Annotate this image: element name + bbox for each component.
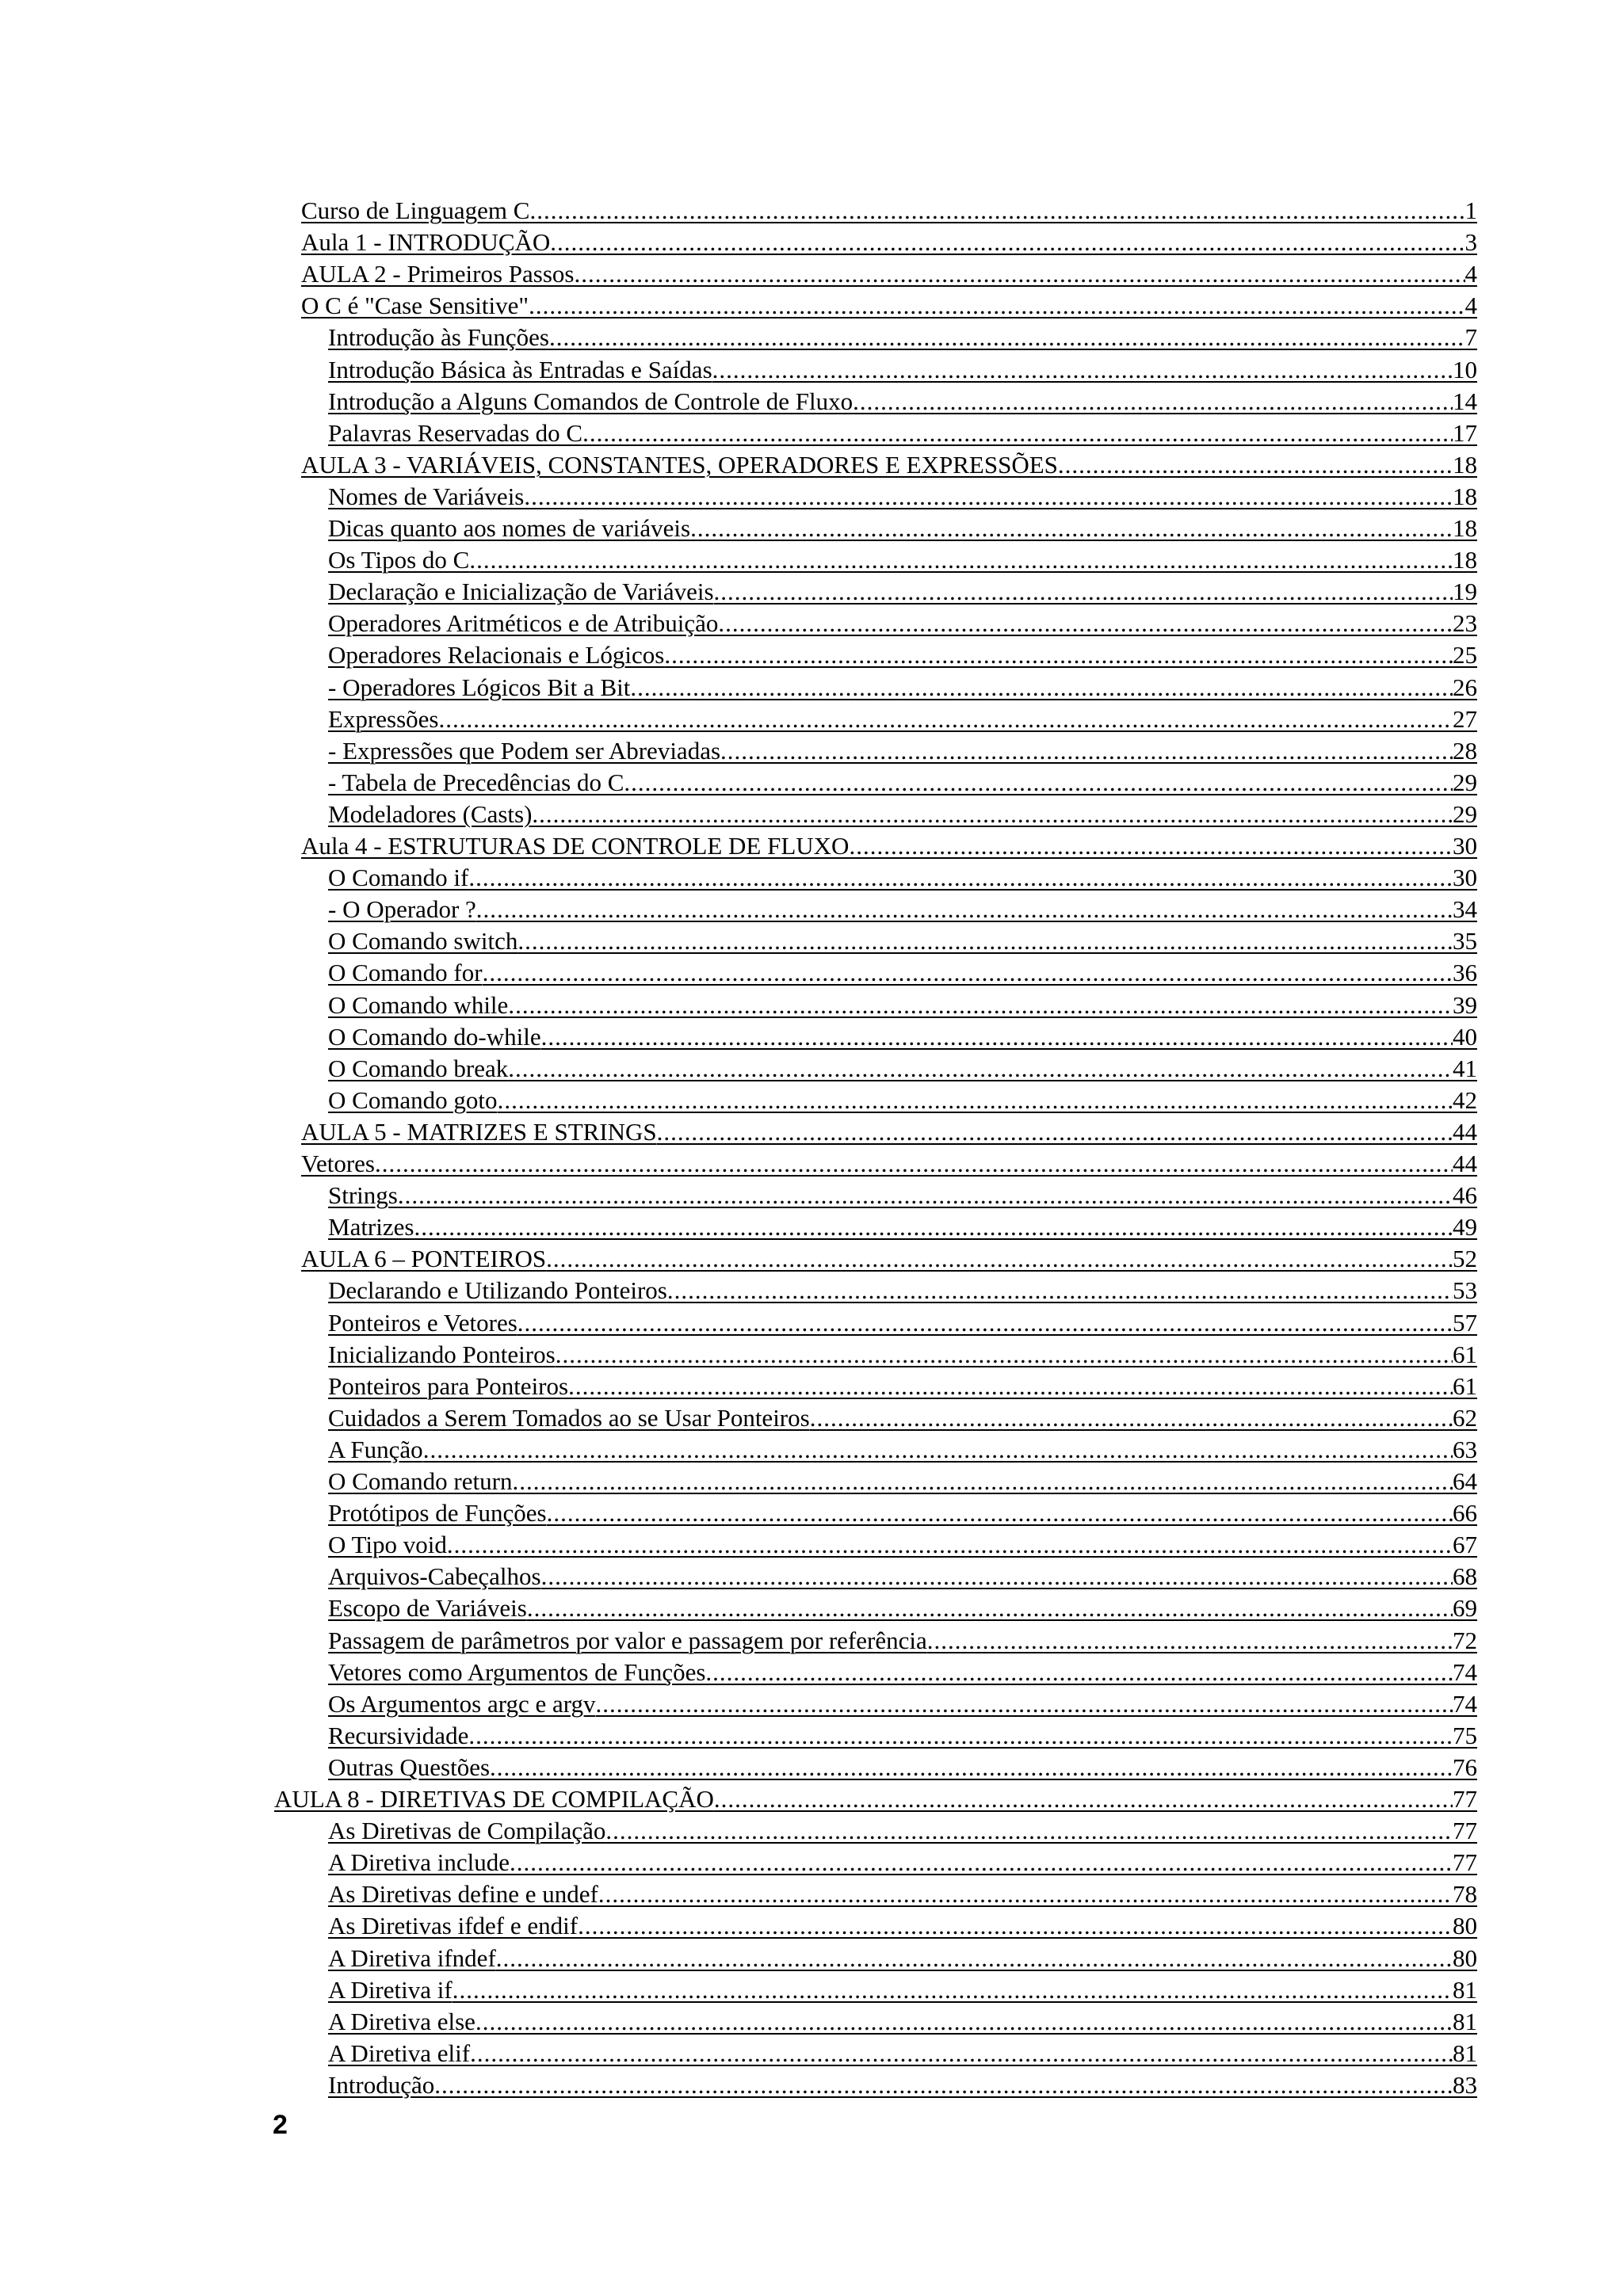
toc-entry-page: 78 <box>1453 1880 1477 1909</box>
toc-entry-page: 61 <box>1453 1340 1477 1368</box>
toc-entry-page: 19 <box>1453 578 1477 606</box>
toc-entry-page: 29 <box>1453 768 1477 796</box>
toc-entry-title: O Comando break <box>328 1054 509 1082</box>
toc-entry-page: 52 <box>1453 1245 1477 1273</box>
toc-entry-page: 18 <box>1453 546 1477 574</box>
toc-entry-title: Introdução Básica às Entradas e Saídas <box>328 355 712 383</box>
toc-entry[interactable] <box>328 1021 1477 1053</box>
toc-entry[interactable] <box>301 227 1477 258</box>
toc-entry-title: - Operadores Lógicos Bit a Bit <box>328 673 631 701</box>
toc-entry[interactable] <box>328 576 1477 608</box>
toc-entry[interactable] <box>328 704 1477 735</box>
toc-entry[interactable] <box>328 1720 1477 1752</box>
toc-entry-title: AULA 2 - Primeiros Passos <box>301 260 575 288</box>
toc-entry-title: Ponteiros e Vetores <box>328 1308 517 1337</box>
toc-dot-leader <box>510 1847 1453 1878</box>
toc-entry[interactable] <box>328 608 1477 639</box>
toc-entry-page: 53 <box>1453 1276 1477 1305</box>
toc-entry[interactable] <box>328 767 1477 799</box>
toc-dot-leader <box>624 767 1453 799</box>
toc-dot-leader <box>664 639 1453 671</box>
toc-entry[interactable] <box>328 1180 1477 1211</box>
toc-entry[interactable] <box>328 354 1477 386</box>
toc-entry-title: O C é "Case Sensitive" <box>301 292 529 320</box>
toc-entry-page: 72 <box>1453 1626 1477 1654</box>
toc-entry-page: 64 <box>1453 1467 1477 1495</box>
toc-entry[interactable] <box>328 799 1477 830</box>
toc-dot-leader <box>546 1243 1453 1275</box>
toc-entry-title: AULA 3 - VARIÁVEIS, CONSTANTES, OPERADORES E EXPRESSÕES <box>301 450 1058 479</box>
toc-entry[interactable] <box>328 1339 1477 1371</box>
toc-entry-title: Escopo de Variáveis <box>328 1594 527 1623</box>
toc-dot-leader <box>529 195 1465 227</box>
toc-dot-leader <box>718 608 1453 639</box>
page-number: 2 <box>273 2110 288 2140</box>
toc-dot-leader <box>849 830 1453 862</box>
toc-entry-page: 26 <box>1453 673 1477 701</box>
toc-dot-leader <box>517 925 1453 957</box>
toc-entry-page: 10 <box>1453 355 1477 383</box>
toc-dot-leader <box>498 1085 1453 1116</box>
toc-entry[interactable] <box>328 1211 1477 1243</box>
toc-entry[interactable] <box>328 1402 1477 1434</box>
toc-entry-title: Aula 1 - INTRODUÇÃO <box>301 228 551 257</box>
toc-entry-page: 77 <box>1453 1848 1477 1877</box>
toc-dot-leader <box>574 258 1465 290</box>
toc-dot-leader <box>483 957 1453 989</box>
toc-dot-leader <box>375 1148 1453 1180</box>
toc-entry-page: 67 <box>1453 1531 1477 1559</box>
toc-entry-page: 28 <box>1453 736 1477 765</box>
toc-entry-page: 81 <box>1453 2007 1477 2035</box>
toc-entry-page: 42 <box>1453 1085 1477 1114</box>
toc-entry-page: 40 <box>1453 1022 1477 1051</box>
toc-entry-page: 80 <box>1453 1912 1477 1940</box>
toc-entry-title: O Comando goto <box>328 1085 498 1114</box>
toc-entry[interactable] <box>328 1275 1477 1306</box>
toc-entry-page: 18 <box>1453 450 1477 479</box>
toc-entry-title: Vetores <box>301 1150 375 1177</box>
toc-dot-leader <box>927 1625 1453 1657</box>
toc-entry-title: - Tabela de Precedências do C <box>328 768 624 796</box>
toc-entry-title: Aula 4 - ESTRUTURAS DE CONTROLE DE FLUXO <box>301 832 850 860</box>
toc-dot-leader <box>605 1815 1453 1847</box>
toc-entry[interactable] <box>328 1592 1477 1624</box>
toc-entry-page: 25 <box>1453 641 1477 669</box>
toc-entry[interactable] <box>301 1116 1477 1148</box>
toc-entry-page: 44 <box>1453 1150 1477 1177</box>
toc-entry[interactable] <box>328 1625 1477 1657</box>
toc-entry[interactable] <box>328 1878 1477 1910</box>
toc-entry-title: A Diretiva include <box>328 1848 510 1877</box>
toc-entry[interactable] <box>301 449 1477 481</box>
toc-dot-leader <box>568 1371 1453 1402</box>
toc-dot-leader <box>714 576 1453 608</box>
toc-entry[interactable] <box>328 639 1477 671</box>
toc-entry-page: 74 <box>1453 1657 1477 1686</box>
toc-entry-title: AULA 5 - MATRIZES E STRINGS <box>301 1117 657 1146</box>
toc-entry[interactable] <box>328 1847 1477 1878</box>
toc-entry-page: 74 <box>1453 1689 1477 1718</box>
toc-entry-page: 69 <box>1453 1594 1477 1623</box>
toc-dot-leader <box>547 1497 1453 1529</box>
toc-dot-leader <box>453 1974 1453 2006</box>
toc-entry[interactable] <box>328 894 1477 925</box>
toc-entry-title: AULA 6 – PONTEIROS <box>301 1245 547 1273</box>
toc-entry-page: 14 <box>1453 387 1477 415</box>
toc-entry[interactable] <box>328 735 1477 767</box>
toc-entry-page: 30 <box>1453 832 1477 860</box>
toc-entry-title: O Comando if <box>328 864 469 892</box>
toc-entry[interactable] <box>328 1688 1477 1720</box>
toc-entry-title: Curso de Linguagem C <box>301 196 530 224</box>
toc-entry[interactable] <box>328 957 1477 989</box>
toc-entry-page: 77 <box>1453 1817 1477 1845</box>
toc-entry-title: Introdução às Funções <box>328 323 549 352</box>
toc-dot-leader <box>690 513 1453 544</box>
toc-entry[interactable] <box>301 258 1477 290</box>
toc-dot-leader <box>549 322 1465 353</box>
toc-entry[interactable] <box>301 830 1477 862</box>
toc-dot-leader <box>582 418 1453 449</box>
toc-entry-title: Recursividade <box>328 1721 469 1749</box>
toc-entry-title: O Comando return <box>328 1467 513 1495</box>
toc-entry-page: 7 <box>1465 323 1477 352</box>
toc-entry-page: 57 <box>1453 1308 1477 1337</box>
toc-entry-title: Matrizes <box>328 1213 414 1241</box>
toc-entry-title: Inicializando Ponteiros <box>328 1340 556 1368</box>
toc-dot-leader <box>517 1307 1453 1339</box>
toc-entry-page: 27 <box>1453 704 1477 733</box>
toc-entry[interactable] <box>328 481 1477 513</box>
toc-entry-page: 68 <box>1453 1562 1477 1591</box>
toc-dot-leader <box>532 799 1453 830</box>
toc-entry[interactable] <box>328 1529 1477 1561</box>
toc-dot-leader <box>475 2006 1453 2038</box>
toc-entry-page: 66 <box>1453 1499 1477 1527</box>
toc-entry-title: Arquivos-Cabeçalhos <box>328 1562 541 1591</box>
toc-entry-title: Os Tipos do C <box>328 546 470 574</box>
toc-dot-leader <box>434 2069 1453 2101</box>
toc-entry-title: Declarando e Utilizando Ponteiros <box>328 1276 667 1305</box>
toc-entry-page: 83 <box>1453 2070 1477 2099</box>
toc-dot-leader <box>667 1275 1453 1306</box>
toc-dot-leader <box>714 1783 1453 1815</box>
toc-entry-title: O Tipo void <box>328 1531 447 1559</box>
toc-entry-page: 1 <box>1465 196 1477 224</box>
toc-entry[interactable] <box>328 990 1477 1021</box>
toc-entry[interactable] <box>301 195 1477 227</box>
toc-entry[interactable] <box>301 290 1477 322</box>
toc-dot-leader <box>469 544 1453 576</box>
toc-entry[interactable] <box>328 2038 1477 2069</box>
toc-entry-page: 18 <box>1453 482 1477 510</box>
toc-entry-title: O Comando for <box>328 959 483 987</box>
toc-entry[interactable] <box>274 1783 1477 1815</box>
toc-entry[interactable] <box>328 672 1477 704</box>
toc-entry[interactable] <box>328 925 1477 957</box>
toc-entry-page: 80 <box>1453 1943 1477 1972</box>
toc-entry-title: - O Operador ? <box>328 895 476 924</box>
toc-entry[interactable] <box>328 1497 1477 1529</box>
toc-entry-page: 63 <box>1453 1435 1477 1463</box>
toc-dot-leader <box>596 1688 1453 1720</box>
toc-entry-page: 46 <box>1453 1181 1477 1210</box>
toc-entry[interactable] <box>328 1085 1477 1116</box>
toc-entry[interactable] <box>328 322 1477 353</box>
toc-entry-page: 75 <box>1453 1721 1477 1749</box>
toc-entry[interactable] <box>328 2069 1477 2101</box>
toc-entry-title: - Expressões que Podem ser Abreviadas <box>328 736 721 765</box>
toc-entry[interactable] <box>328 2006 1477 2038</box>
toc-dot-leader <box>598 1878 1453 1910</box>
toc-dot-leader <box>705 1657 1453 1688</box>
toc-entry-page: 62 <box>1453 1403 1477 1432</box>
toc-dot-leader <box>490 1752 1453 1783</box>
toc-entry[interactable] <box>328 1943 1477 1974</box>
toc-dot-leader <box>657 1116 1453 1148</box>
toc-dot-leader <box>468 862 1453 894</box>
toc-dot-leader <box>524 481 1453 513</box>
toc-dot-leader <box>541 1021 1453 1053</box>
toc-entry-title: Expressões <box>328 704 439 733</box>
toc-dot-leader <box>810 1402 1453 1434</box>
toc-entry-page: 61 <box>1453 1371 1477 1400</box>
toc-entry-page: 17 <box>1453 418 1477 447</box>
toc-entry[interactable] <box>328 1307 1477 1339</box>
toc-entry-title: A Diretiva else <box>328 2007 475 2035</box>
toc-entry-title: O Comando do-while <box>328 1022 541 1051</box>
toc-dot-leader <box>720 735 1453 767</box>
toc-entry[interactable] <box>328 418 1477 449</box>
toc-entry-page: 29 <box>1453 799 1477 828</box>
toc-entry[interactable] <box>328 1657 1477 1688</box>
toc-entry-title: O Comando while <box>328 990 509 1019</box>
toc-entry[interactable] <box>328 1053 1477 1085</box>
toc-dot-leader <box>414 1211 1453 1243</box>
toc-dot-leader <box>447 1529 1453 1561</box>
toc-entry-page: 39 <box>1453 990 1477 1019</box>
toc-entry-page: 49 <box>1453 1213 1477 1241</box>
toc-entry[interactable] <box>301 1148 1477 1180</box>
toc-entry-page: 18 <box>1453 514 1477 542</box>
toc-entry-page: 4 <box>1465 260 1477 288</box>
toc-entry-title: A Diretiva if <box>328 1975 453 2004</box>
toc-entry-page: 35 <box>1453 927 1477 955</box>
toc-entry-title: Operadores Relacionais e Lógicos <box>328 641 665 669</box>
toc-entry-title: Protótipos de Funções <box>328 1499 547 1527</box>
toc-dot-leader <box>476 894 1453 925</box>
toc-entry-page: 30 <box>1453 864 1477 892</box>
toc-dot-leader <box>468 1720 1453 1752</box>
toc-dot-leader <box>556 1339 1453 1371</box>
toc-entry-title: Os Argumentos argc e argv <box>328 1689 596 1718</box>
toc-entry-title: Passagem de parâmetros por valor e passagem por referência <box>328 1626 927 1654</box>
toc-entry-page: 44 <box>1453 1117 1477 1146</box>
toc-entry-title: A Diretiva elif <box>328 2039 471 2067</box>
toc-entry-title: Cuidados a Serem Tomados ao se Usar Ponteiros <box>328 1403 810 1432</box>
toc-entry[interactable] <box>301 1243 1477 1275</box>
toc-entry-title: As Diretivas ifdef e endif <box>328 1912 579 1940</box>
toc-entry[interactable] <box>328 1974 1477 2006</box>
toc-dot-leader <box>508 990 1453 1021</box>
toc-entry[interactable] <box>328 513 1477 544</box>
toc-entry-title: Introdução a Alguns Comandos de Controle de Fluxo <box>328 387 854 415</box>
toc-entry-title: Vetores como Argumentos de Funções <box>328 1657 706 1686</box>
toc-entry-title: Operadores Aritméticos e de Atribuição <box>328 609 719 638</box>
toc-entry-page: 34 <box>1453 895 1477 924</box>
toc-dot-leader <box>527 1592 1453 1624</box>
toc-entry[interactable] <box>328 1910 1477 1942</box>
toc-dot-leader <box>398 1180 1453 1211</box>
toc-dot-leader <box>541 1561 1453 1592</box>
toc-entry-title: Modeladores (Casts) <box>328 799 533 828</box>
toc-entry[interactable] <box>328 1434 1477 1466</box>
toc-dot-leader <box>423 1434 1453 1466</box>
toc-entry-title: Dicas quanto aos nomes de variáveis <box>328 514 691 542</box>
toc-entry-page: 36 <box>1453 959 1477 987</box>
toc-entry-title: Nomes de Variáveis <box>328 482 525 510</box>
toc-entry-title: O Comando switch <box>328 927 518 955</box>
toc-entry-title: AULA 8 - DIRETIVAS DE COMPILAÇÃO <box>274 1785 714 1813</box>
toc-entry[interactable] <box>328 1752 1477 1783</box>
toc-dot-leader <box>512 1466 1453 1497</box>
toc-entry-title: As Diretivas define e undef <box>328 1880 598 1909</box>
toc-entry[interactable] <box>328 862 1477 894</box>
toc-entry[interactable] <box>328 1466 1477 1497</box>
toc-entry-page: 3 <box>1465 228 1477 257</box>
toc-entry-title: Strings <box>328 1181 398 1210</box>
toc-entry-title: Palavras Reservadas do C <box>328 418 583 447</box>
toc-dot-leader <box>630 672 1453 704</box>
toc-dot-leader <box>470 2038 1453 2069</box>
toc-entry-title: A Função <box>328 1435 423 1463</box>
toc-dot-leader <box>438 704 1453 735</box>
toc-entry[interactable] <box>328 544 1477 576</box>
toc-entry-page: 77 <box>1453 1785 1477 1813</box>
toc-entry-page: 76 <box>1453 1753 1477 1781</box>
toc-entry-title: A Diretiva ifndef <box>328 1943 496 1972</box>
toc-entry-page: 81 <box>1453 2039 1477 2067</box>
toc-dot-leader <box>712 354 1453 386</box>
toc-entry-title: Ponteiros para Ponteiros <box>328 1371 569 1400</box>
toc-entry[interactable] <box>328 386 1477 418</box>
toc-dot-leader <box>508 1053 1453 1085</box>
toc-entry-title: Declaração e Inicialização de Variáveis <box>328 578 714 606</box>
toc-entry[interactable] <box>328 1815 1477 1847</box>
toc-dot-leader <box>1058 449 1453 481</box>
toc-entry-page: 4 <box>1465 292 1477 320</box>
toc-entry-page: 41 <box>1453 1054 1477 1082</box>
toc-dot-leader <box>496 1943 1453 1974</box>
toc-entry-title: As Diretivas de Compilação <box>328 1817 606 1845</box>
toc-entry-title: Introdução <box>328 2070 435 2099</box>
toc-entry-page: 23 <box>1453 609 1477 638</box>
toc-entry[interactable] <box>328 1371 1477 1402</box>
toc-entry-page: 81 <box>1453 1975 1477 2004</box>
toc-entry-title: Outras Questões <box>328 1753 491 1781</box>
toc-dot-leader <box>529 290 1465 322</box>
toc-dot-leader <box>578 1910 1453 1942</box>
toc-dot-leader <box>853 386 1453 418</box>
toc-dot-leader <box>550 227 1465 258</box>
toc-entry[interactable] <box>328 1561 1477 1592</box>
